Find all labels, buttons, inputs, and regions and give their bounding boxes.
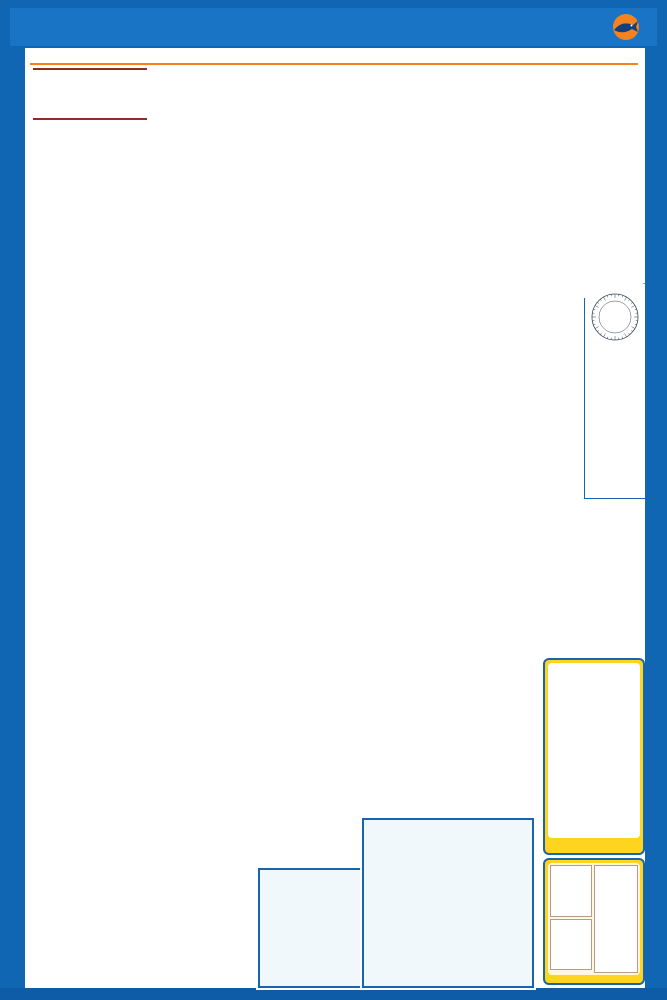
barcelona-inset-map [258, 868, 362, 988]
fishing-spots-table [594, 865, 638, 973]
points-of-interest-box [543, 858, 645, 985]
fish-logo-icon [609, 12, 643, 44]
lake-access-table [550, 865, 592, 917]
dunkirk-inset-svg [364, 820, 532, 986]
header-bar [10, 8, 657, 46]
dunkirk-inset-map [362, 818, 534, 988]
compass-rose-icon [587, 287, 643, 345]
feature-symbols-box [543, 658, 645, 855]
datum-reference [550, 972, 592, 973]
moored-wrecks-table [550, 919, 592, 971]
nfn-copyright-text [585, 349, 645, 351]
not-for-navigation-panel [584, 283, 646, 499]
barcelona-inset-svg [260, 870, 360, 986]
